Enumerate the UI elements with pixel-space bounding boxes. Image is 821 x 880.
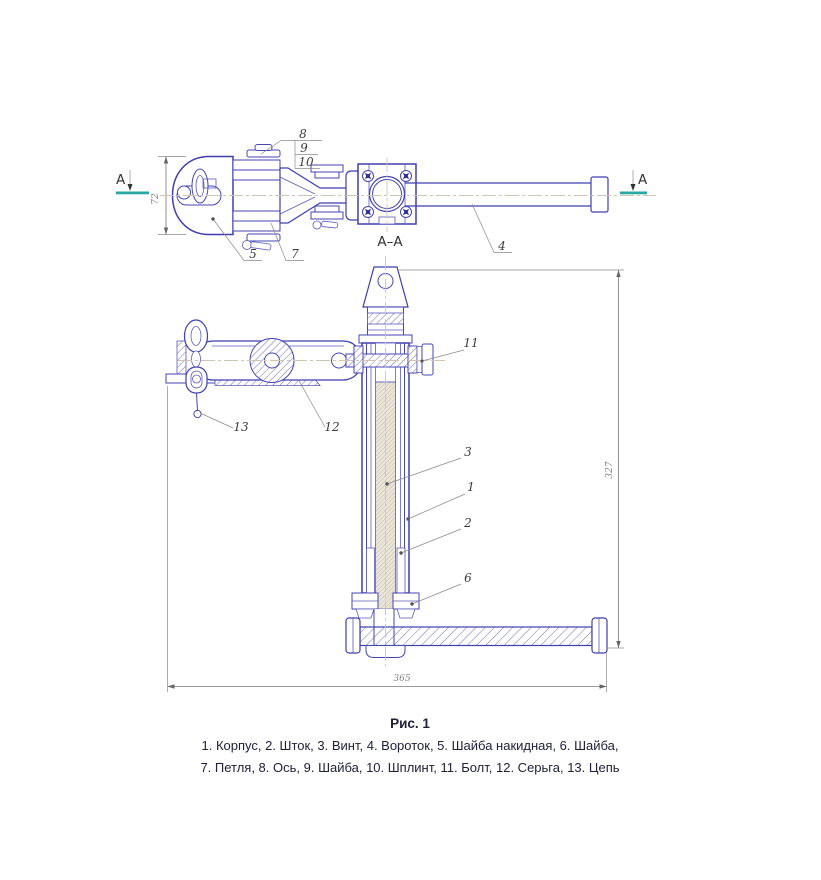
dimension-365-text: 365 [393,674,411,684]
section-letter-left: А [116,172,126,188]
svg-text:13: 13 [233,420,249,434]
screw-eye-lug [363,267,408,335]
parts-list-line-2: 7. Петля, 8. Ось, 9. Шайба, 10. Шплинт, 11. Болт, 12. Серьга, 13. Цепь [200,760,620,775]
callout-2 [399,516,472,555]
svg-text:12: 12 [324,420,340,434]
parts-list-line-1: 1. Корпус, 2. Шток, 3. Винт, 4. Вороток, 5. Шайба накидная, 6. Шайба, [201,738,619,753]
top-view [116,127,656,261]
section-view-title: А–А [377,234,403,250]
section-view [166,256,624,692]
caption-title: Рис. 1 [390,716,430,731]
callout-4 [472,204,512,253]
section-cut-mark-right [620,170,648,194]
callout-10: 10 [298,155,314,169]
dimension-72-text: 72 [151,193,161,205]
section-cut-bar [620,192,647,195]
callout-13 [200,413,249,434]
callout-9: 9 [300,141,308,155]
dimension-327 [399,270,624,648]
section-letter-right: А [638,172,648,188]
loop-fork [280,165,361,229]
callout-12 [298,379,340,434]
svg-text:11: 11 [463,336,479,350]
callout-8: 8 [299,127,307,141]
svg-text:5: 5 [249,247,257,261]
section-cut-bar [116,192,149,195]
handle-bar-top [405,177,609,212]
svg-text:6: 6 [464,571,472,585]
svg-text:1: 1 [467,480,475,494]
svg-text:4: 4 [498,239,506,253]
svg-text:7: 7 [291,247,299,261]
dimension-327-text: 327 [605,461,615,479]
callout-6 [410,571,472,606]
section-cut-mark-left [116,170,149,194]
svg-text:3: 3 [464,445,472,459]
callout-1 [406,480,475,521]
svg-text:2: 2 [464,516,472,530]
figure-caption [200,716,619,775]
